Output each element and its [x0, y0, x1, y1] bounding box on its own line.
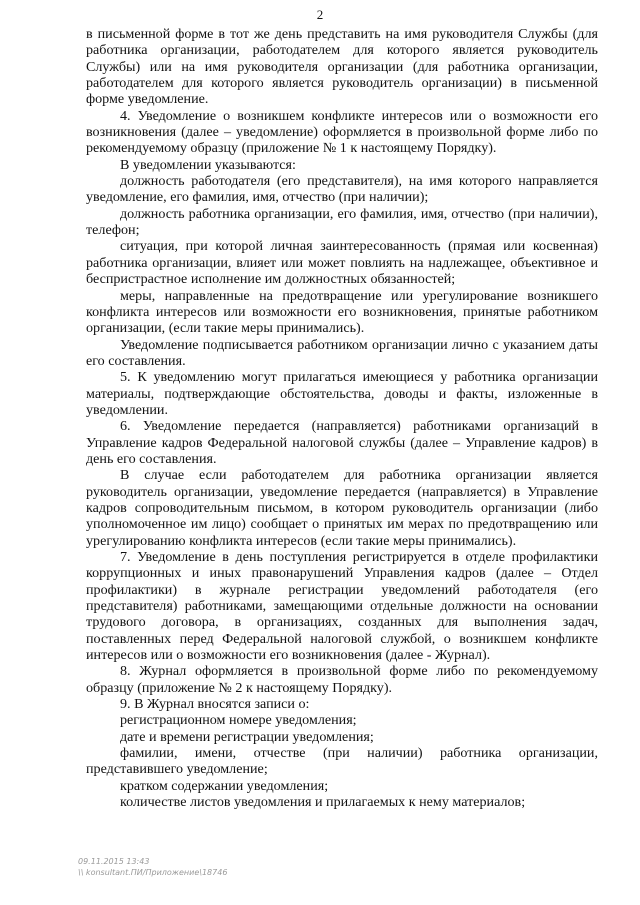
list-item-summary: кратком содержании уведомления; [120, 777, 329, 794]
list-item-registration-date: дате и времени регистрации уведомления; [120, 728, 374, 745]
paragraph-situation: ситуация, при которой личная заинтересованность (прямая или косвенная) работника организации, влияет или может повлиять на надлежащее, объективное и беспристрастное исполнение им должностных обязанностей; [86, 238, 598, 288]
paragraph-employee-position: должность работника организации, его фамилия, имя, отчество (при наличии), телефон; [86, 205, 598, 239]
page-number: 2 [316, 7, 324, 22]
print-footer [78, 856, 227, 878]
list-item-employee-name: фамилии, имени, отчестве (при наличии) работника организации, представившего уведомление; [86, 745, 598, 778]
paragraph-notice-contents-intro: В уведомлении указываются: [120, 156, 296, 173]
paragraph-measures: меры, направленные на предотвращение или урегулирование возникшего конфликта интересов или возможности его возникновения, принятые работником организации, (если такие меры принимались). [86, 287, 598, 337]
list-item-registration-number: регистрационном номере уведомления; [120, 712, 357, 729]
file-path: \\ konsultant.ПИ/Приложение\18746 [78, 868, 228, 877]
paragraph-item-6: 6. Уведомление передается (направляется) работниками организаций в Управление кадров Федеральной налоговой службы (далее – Управление кадров) в день его составления. [86, 418, 598, 467]
paragraph-item-7: 7. Уведомление в день поступления регистрируется в отделе профилактики коррупционных и иных правонарушений Управления кадров (далее – Отдел профилактики) в журнале регистрации уведомлений работодателя (его представителя) работниками, замещающими отдельные должности на основании трудового договора, в организациях, созданных для выполнения задач, поставленных перед Федеральной налоговой службой, о возникшем конфликте интересов или о возможности его возникновения (далее - Журнал). [86, 549, 598, 664]
document-body [86, 26, 598, 811]
paragraph-item-6-case: В случае если работодателем для работника организации является руководитель организации, уведомление передается (направляется) в Управление кадров сопроводительным письмом, в котором руководитель организации (либо уполномоченное им лицо) сообщает о принятых им мерах по предотвращению или урегулированию конфликта интересов (если такие меры принимались). [86, 467, 598, 549]
paragraph-item-5: 5. К уведомлению могут прилагаться имеющиеся у работника организации материалы, подтверждающие обстоятельства, доводы и факты, изложенные в уведомлении. [86, 369, 598, 418]
paragraph-item-4: 4. Уведомление о возникшем конфликте интересов или о возможности его возникновения (далее – уведомление) оформляется в произвольной форме либо по рекомендуемому образцу (приложение № 1 к настоящему Порядку). [86, 107, 598, 157]
paragraph-item-9: 9. В Журнал вносятся записи о: [120, 696, 310, 713]
paragraph-signature: Уведомление подписывается работником организации лично с указанием даты его составления. [86, 336, 598, 369]
print-timestamp: 09.11.2015 13:43 [78, 857, 150, 866]
paragraph-continuation: в письменной форме в тот же день представить на имя руководителя Службы (для работника организации, работодателем для которого является руководитель Службы) или на имя руководителя организации (для работника организации, работодателем для которого является руководитель организации) в письменной форме уведомление. [86, 26, 598, 108]
list-item-sheet-count: количестве листов уведомления и прилагаемых к нему материалов; [120, 794, 526, 811]
paragraph-item-8: 8. Журнал оформляется в произвольной форме либо по рекомендуемому образцу (приложение № 2 к настоящему Порядку). [86, 663, 598, 696]
paragraph-employer-position: должность работодателя (его представителя), на имя которого направляется уведомление, его фамилия, имя, отчество (при наличии); [86, 173, 598, 206]
